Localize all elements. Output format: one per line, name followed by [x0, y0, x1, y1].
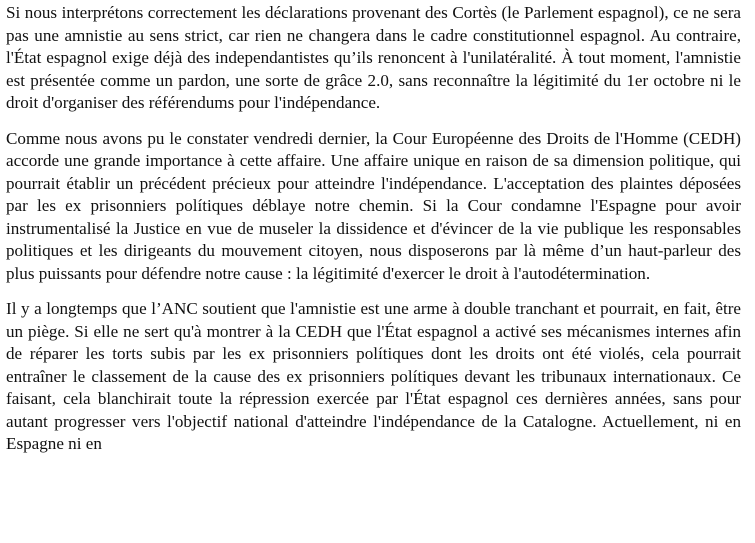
document-body [6, 2, 741, 469]
paragraph-amnesty-cortes: Si nous interprétons correctement les déclarations provenant des Cortès (le Parlement espagnol), ce ne sera pas une amnistie au sens strict, car rien ne changera dans le cadre constitutionnel espagnol. Au contraire, l'État espagnol exige déjà des independantistes qu’ils renoncent à l'unilatéralité. À tout moment, l'amnistie est présentée comme un pardon, une sorte de grâce 2.0, sans reconnaître la légitimité du 1er octobre ni le droit d'organiser des référendums pour l'indépendance. [6, 3, 741, 112]
paragraph-cedh: Comme nous avons pu le constater vendredi dernier, la Cour Européenne des Droits de l'Homme (CEDH) accorde une grande importance à cette affaire. Une affaire unique en raison de sa dimension politique, qui pourrait établir un précédent précieux pour atteindre l'indépendance. L'acceptation des plaintes déposées par les ex prisonniers polítiques déblaye notre chemin. Si la Cour condamne l'Espagne pour avoir instrumentalisé la Justice en vue de museler la dissidence et d'évincer de la vie publique les responsables politiques et les dirigeants du mouvement citoyen, nous disposerons par là même d’un haut-parleur des plus puissants pour défendre notre cause : la légitimité d'exercer le droit à l'autodétermination. [6, 128, 741, 283]
paragraph-anc-trap: Il y a longtemps que l’ANC soutient que l'amnistie est une arme à double tranchant et pourrait, en fait, être un piège. Si elle ne sert qu'à montrer à la CEDH que l'État espagnol a activé ses mécanismes internes afin de réparer les torts subis par les ex prisonniers polítiques dont les droits ont été violés, cela pourrait entraîner le classement de la cause des ex prisonniers polítiques devant les tribunaux internationaux. Ce faisant, cela blanchirait toute la répression exercée par l'État espagnol ces dernières années, sans pour autant progresser vers l'objectif national d'atteindre l'indépendance de la Catalogne. Actuellement, ni en Espagne ni en [6, 299, 741, 453]
